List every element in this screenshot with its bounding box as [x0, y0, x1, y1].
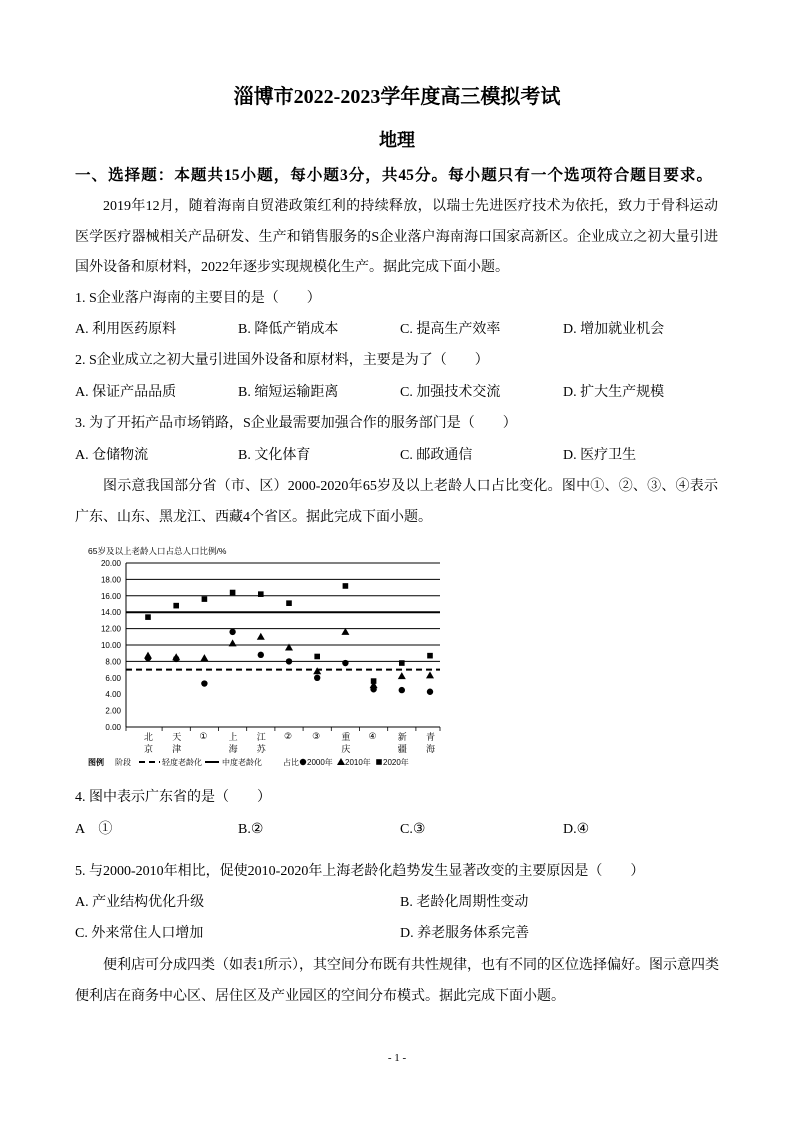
y-axis-label: 65岁及以上老龄人口占总人口比例/% [88, 546, 227, 556]
y-tick-label: 20.00 [100, 559, 121, 568]
question-3-stem: 3. 为了开拓产品市场销路，S企业最需要加强合作的服务部门是（ ） [75, 416, 517, 431]
data-point-series-2-category-4 [258, 591, 264, 597]
exam-title: 淄博市2022-2023学年度高三模拟考试 [233, 86, 561, 108]
x-category-label: 青海 [425, 732, 435, 756]
data-point-series-0-category-6 [314, 675, 320, 681]
legend-marker-series-0 [300, 759, 306, 765]
question-2-option-d: D. 扩大生产规模 [563, 385, 665, 400]
question-1-option-b: B. 降低产销成本 [238, 322, 339, 337]
data-point-series-1-category-9 [398, 672, 406, 679]
legend-stage-label: 阶段 [115, 758, 131, 767]
y-tick-label: 8.00 [105, 657, 121, 667]
y-tick-label: 4.00 [105, 690, 121, 700]
question-5-stem: 5. 与2000-2010年相比，促使2010-2020年上海老龄化趋势发生显著改变的主要原因是（ ） [75, 864, 645, 879]
data-point-series-1-category-6 [313, 667, 321, 674]
data-point-series-1-category-3 [229, 639, 237, 646]
data-point-series-2-category-10 [427, 653, 433, 659]
data-point-series-2-category-8 [371, 678, 377, 684]
y-tick-label: 2.00 [105, 706, 121, 716]
data-point-series-0-category-5 [286, 658, 292, 664]
data-point-series-0-category-9 [399, 687, 405, 693]
section-heading: 一、选择题：本题共15小题，每小题3分，共45分。每小题只有一个选项符合题目要求。 [75, 167, 712, 184]
x-category-label: 北京 [143, 732, 153, 756]
legend-series-label: 2000年 [307, 758, 333, 767]
y-tick-label: 10.00 [100, 641, 121, 650]
passage-2-line: 图示意我国部分省（市、区）2000-2020年65岁及以上老龄人口占比变化。图中①、②、③、④表示 [103, 479, 718, 494]
legend-marker-series-2 [376, 759, 382, 765]
passage-3-line: 便利店在商务中心区、居住区及产业园区的空间分布模式。据此完成下面小题。 [75, 989, 565, 1004]
passage-1-line: 国外设备和原材料，2022年逐步实现规模化生产。据此完成下面小题。 [75, 260, 509, 275]
data-point-series-0-category-3 [229, 629, 235, 635]
data-point-series-2-category-7 [343, 583, 349, 589]
legend-moderate-aging: 中度老龄化 [222, 758, 262, 767]
data-point-series-1-category-10 [426, 671, 434, 678]
data-point-series-2-category-2 [202, 596, 208, 602]
data-point-series-0-category-10 [427, 689, 433, 695]
y-tick-label: 18.00 [100, 575, 121, 585]
data-point-series-0-category-2 [201, 680, 207, 686]
data-point-series-1-category-0 [144, 652, 152, 659]
question-2-option-c: C. 加强技术交流 [400, 385, 501, 400]
y-tick-label: 14.00 [100, 608, 121, 618]
data-point-series-0-category-4 [258, 652, 264, 658]
subject-title: 地理 [379, 130, 415, 150]
question-5-option-a: A. 产业结构优化升级 [75, 895, 205, 910]
data-point-series-2-category-5 [286, 600, 292, 606]
question-5-option-b: B. 老龄化周期性变动 [400, 895, 529, 910]
y-tick-label: 0.00 [105, 723, 121, 732]
data-point-series-0-category-7 [342, 660, 348, 666]
legend-marker-series-1 [337, 758, 345, 765]
question-5-option-d: D. 养老服务体系完善 [400, 926, 530, 941]
x-category-label: 江苏 [255, 732, 266, 756]
x-category-label: 新疆 [396, 732, 407, 756]
page-number: - 1 - [387, 1052, 407, 1064]
legend-mild-aging: 轻度老龄化 [162, 758, 202, 767]
data-point-series-1-category-2 [200, 654, 208, 661]
question-3-option-d: D. 医疗卫生 [563, 448, 637, 463]
passage-1-line: 医学医疗器械相关产品研发、生产和销售服务的S企业落户海南海口国家高新区。企业成立之初大量引进 [75, 230, 718, 245]
legend-series-label: 2020年 [383, 758, 409, 767]
x-category-label: ③ [312, 732, 323, 745]
x-category-label: ④ [368, 732, 379, 745]
data-point-series-1-category-4 [257, 633, 265, 640]
data-point-series-2-category-6 [314, 654, 320, 660]
question-2-option-b: B. 缩短运输距离 [238, 385, 339, 400]
aging-population-chart [80, 540, 450, 775]
question-2-option-a: A. 保证产品品质 [75, 385, 177, 400]
question-3-option-c: C. 邮政通信 [400, 448, 473, 463]
question-1-option-d: D. 增加就业机会 [563, 322, 665, 337]
x-category-label: ② [284, 732, 294, 745]
data-point-series-2-category-1 [173, 603, 179, 609]
legend-series-label: 2010年 [345, 758, 371, 767]
passage-2-line: 广东、山东、黑龙江、西藏4个省区。据此完成下面小题。 [75, 510, 432, 525]
passage-3-line: 便利店可分成四类（如表1所示），其空间分布既有共性规律，也有不同的区位选择偏好。图示意四类 [103, 958, 719, 973]
y-tick-label: 6.00 [105, 673, 121, 683]
question-3-option-b: B. 文化体育 [238, 448, 311, 463]
question-4-option-a: A ① [75, 822, 113, 837]
y-tick-label: 12.00 [100, 624, 121, 634]
x-category-label: 重庆 [340, 732, 351, 756]
question-4-option-c: C.③ [400, 822, 426, 837]
question-3-option-a: A. 仓储物流 [75, 448, 149, 463]
y-tick-label: 16.00 [100, 591, 121, 601]
question-4-option-d: D.④ [563, 822, 590, 837]
question-1-option-c: C. 提高生产效率 [400, 322, 501, 337]
x-category-label: 上海 [227, 732, 238, 756]
data-point-series-2-category-0 [145, 614, 151, 620]
question-4-stem: 4. 图中表示广东省的是（ ） [75, 790, 271, 805]
data-point-series-2-category-9 [399, 660, 405, 666]
data-point-series-1-category-1 [172, 653, 180, 660]
question-5-option-c: C. 外来常住人口增加 [75, 926, 204, 941]
question-1-stem: 1. S企业落户海南的主要目的是（ ） [75, 291, 321, 306]
x-category-label: ① [199, 732, 210, 745]
question-4-option-b: B.② [238, 822, 264, 837]
legend-share-label: 占比 [283, 758, 299, 767]
question-2-stem: 2. S企业成立之初大量引进国外设备和原材料，主要是为了（ ） [75, 353, 489, 368]
x-category-label: 天津 [171, 732, 182, 756]
passage-1-line: 2019年12月，随着海南自贸港政策红利的持续释放，以瑞士先进医疗技术为依托，致力于骨科运动 [103, 199, 718, 214]
data-point-series-2-category-3 [230, 590, 236, 596]
legend-title: 图例 [88, 758, 104, 767]
question-1-option-a: A. 利用医药原料 [75, 322, 177, 337]
